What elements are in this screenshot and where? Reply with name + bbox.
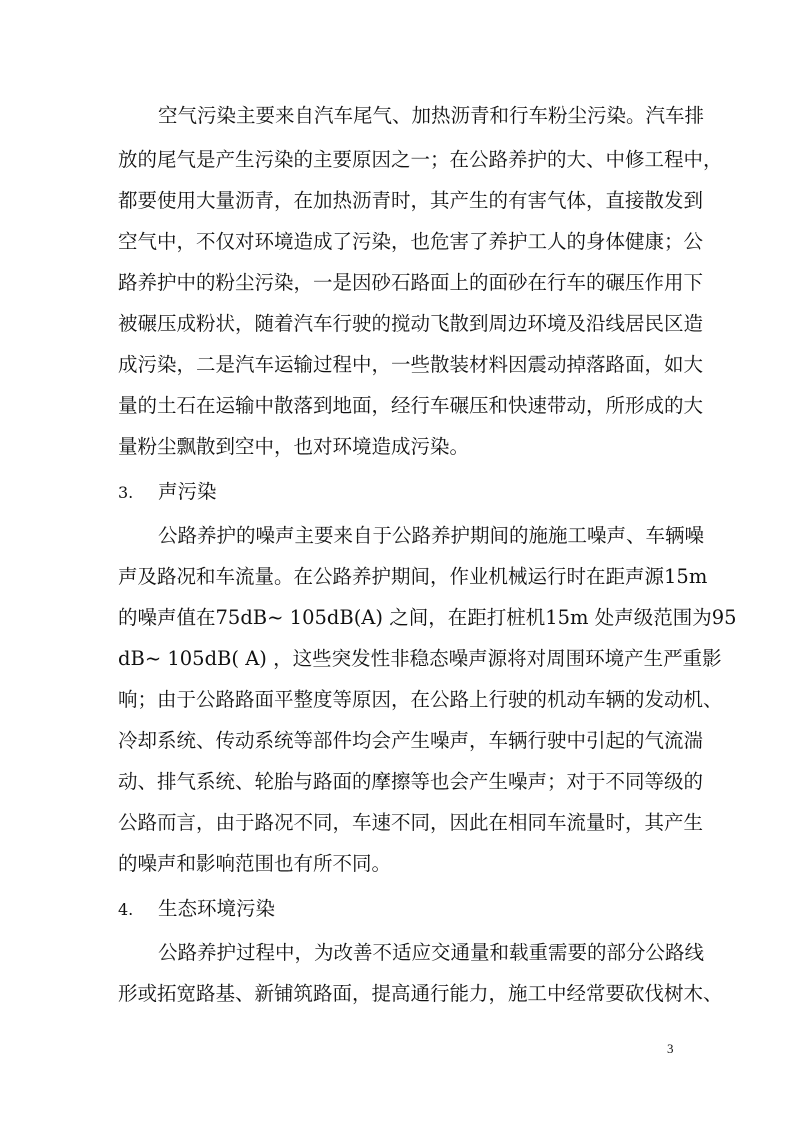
text-line: 形或拓宽路基、新铺筑路面，提高通行能力，施工中经常要砍伐树木、: [118, 982, 723, 1005]
text-line: dB~ 105dB( A) ，这些突发性非稳态噪声源将对周围环境产生严重影: [118, 647, 722, 670]
text-line: 声及路况和车流量。在公路养护期间，作业机械运行时在距声源15m: [118, 565, 708, 588]
text-line: 都要使用大量沥青，在加热沥青时，其产生的有害气体，直接散发到: [118, 189, 704, 212]
section-number: 3.: [118, 483, 134, 502]
text-line: 的噪声和影响范围也有所不同。: [118, 852, 392, 875]
text-line: 量粉尘飘散到空中，也对环境造成污染。: [118, 435, 470, 458]
text-line: 冷却系统、传动系统等部件均会产生噪声，车辆行驶中引起的气流湍: [118, 729, 704, 752]
text-line: 的噪声值在75dB~ 105dB(A) 之间，在距打桩机15m 处声级范围为95: [118, 606, 737, 629]
text-line: 空气污染主要来自汽车尾气、加热沥青和行车粉尘污染。汽车排: [158, 104, 705, 127]
text-line: 公路而言，由于路况不同，车速不同，因此在相同车流量时，其产生: [118, 811, 704, 834]
text-line: 路养护中的粉尘污染，一是因砂石路面上的面砂在行车的碾压作用下: [118, 271, 704, 294]
text-line: 公路养护过程中，为改善不适应交通量和载重需要的部分公路线: [158, 941, 705, 964]
text-line: 响；由于公路路面平整度等原因，在公路上行驶的机动车辆的发动机、: [118, 688, 723, 711]
page-number: 3: [667, 1041, 674, 1056]
section-title: 生态环境污染: [158, 897, 276, 920]
text-line: 被碾压成粉状，随着汽车行驶的搅动飞散到周边环境及沿线居民区造: [118, 312, 704, 335]
text-line: 空气中，不仅对环境造成了污染，也危害了养护工人的身体健康；公: [118, 230, 704, 253]
text-line: 成污染，二是汽车运输过程中，一些散装材料因震动掉落路面，如大: [118, 353, 704, 376]
text-line: 动、排气系统、轮胎与路面的摩擦等也会产生噪声；对于不同等级的: [118, 770, 704, 793]
section-title: 声污染: [158, 480, 217, 503]
text-line: 量的土石在运输中散落到地面，经行车碾压和快速带动，所形成的大: [118, 394, 704, 417]
section-number: 4.: [118, 900, 134, 919]
text-line: 放的尾气是产生污染的主要原因之一；在公路养护的大、中修工程中，: [118, 148, 723, 171]
text-line: 公路养护的噪声主要来自于公路养护期间的施施工噪声、车辆噪: [158, 524, 705, 547]
